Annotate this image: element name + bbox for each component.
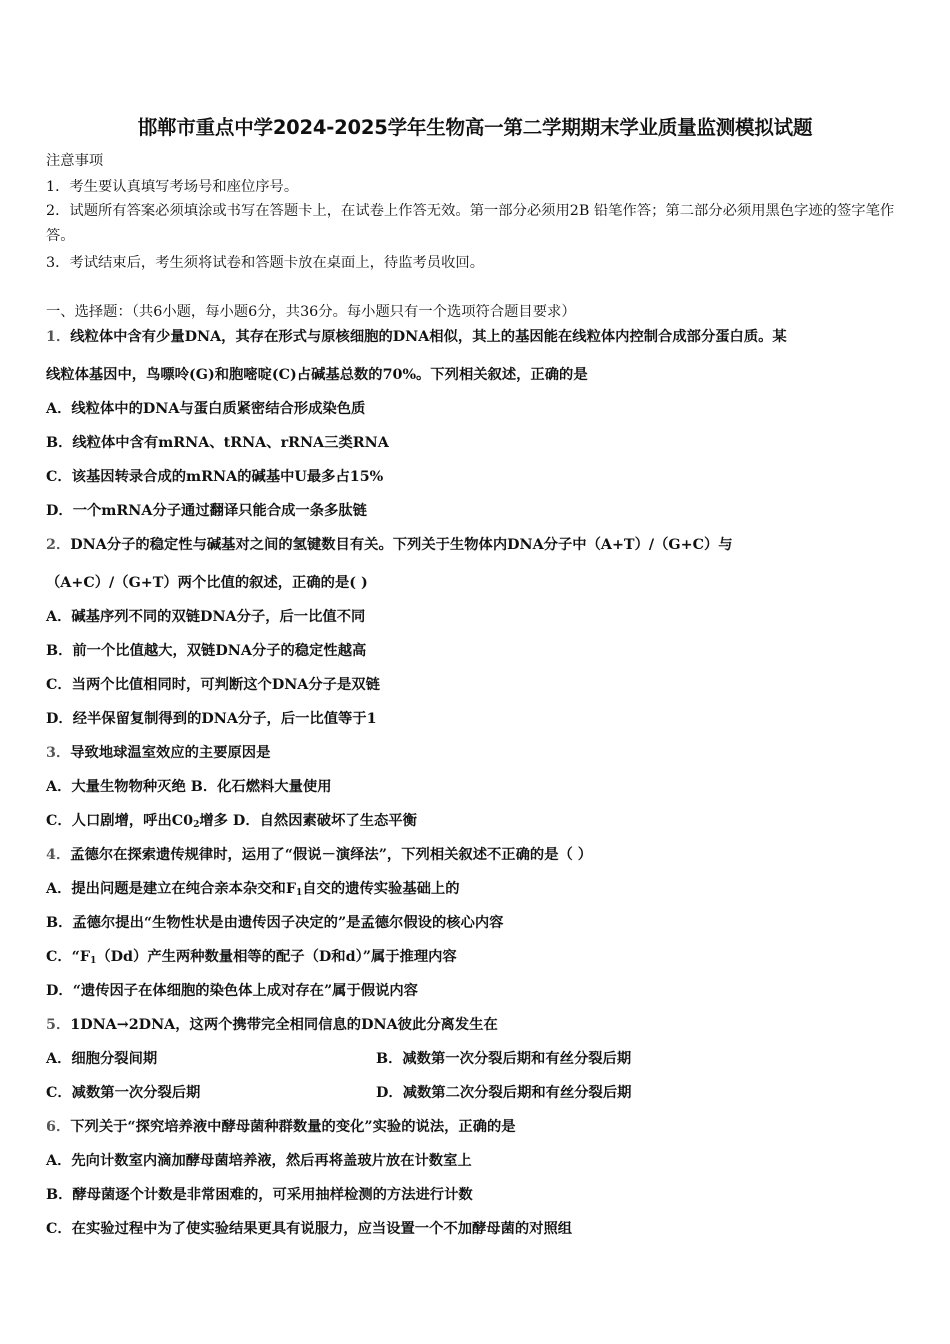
question-4-stem — [46, 845, 906, 865]
stem-text: 1DNA→2DNA，这两个携带完全相同信息的DNA彼此分离发生在 — [70, 1017, 498, 1033]
question-1-stem — [46, 327, 906, 347]
question-1-option-a[interactable]: A．线粒体中的DNA与蛋白质紧密结合形成染色质 — [46, 401, 366, 417]
question-2-option-d[interactable]: D．经半保留复制得到的DNA分子，后一比值等于1 — [46, 711, 377, 727]
question-number: 6． — [46, 1119, 71, 1135]
notice-item-1: 1．考生要认真填写考场号和座位序号。 — [46, 179, 299, 195]
question-6-option-b[interactable]: B．酵母菌逐个计数是非常困难的，可采用抽样检测的方法进行计数 — [46, 1187, 473, 1203]
question-number: 5． — [46, 1017, 71, 1033]
stem-text: 线粒体中含有少量DNA，其存在形式与原核细胞的DNA相似，其上的基因能在线粒体内控制合成部分蛋白质。某 — [70, 329, 787, 345]
question-5-option-a[interactable]: A．细胞分裂间期 — [46, 1051, 158, 1067]
stem-text: 下列关于“探究培养液中酵母菌种群数量的变化”实验的说法，正确的是 — [70, 1119, 516, 1135]
subscript: 1 — [90, 956, 97, 966]
question-4-option-d[interactable]: D．“遗传因子在体细胞的染色体上成对存在”属于假说内容 — [46, 983, 418, 999]
question-1-option-d[interactable]: D．一个mRNA分子通过翻译只能合成一条多肽链 — [46, 503, 367, 519]
question-5-stem — [46, 1015, 906, 1035]
notice-item-3: 3．考试结束后，考生须将试卷和答题卡放在桌面上，待监考员收回。 — [46, 255, 484, 271]
question-4-option-a[interactable] — [46, 879, 906, 903]
option-d-text: 增多 D．自然因素破坏了生态平衡 — [199, 813, 417, 829]
question-6-stem — [46, 1117, 906, 1137]
question-number: 4． — [46, 847, 71, 863]
question-6-option-c[interactable]: C．在实验过程中为了使实验结果更具有说服力，应当设置一个不加酵母菌的对照组 — [46, 1221, 573, 1237]
question-3-options-cd[interactable] — [46, 811, 906, 835]
question-4-option-c[interactable] — [46, 947, 906, 971]
question-5-row-2 — [46, 1083, 906, 1103]
stem-text: DNA分子的稳定性与碱基对之间的氢键数目有关。下列关于生物体内DNA分子中（A+T）/（G+C）与 — [70, 537, 733, 553]
question-5-option-c[interactable]: C．减数第一次分裂后期 — [46, 1085, 201, 1101]
notice-heading: 注意事项 — [46, 153, 104, 169]
question-5-option-b[interactable]: B．减数第一次分裂后期和有丝分裂后期 — [376, 1051, 632, 1067]
question-3-options-ab[interactable]: A．大量生物物种灭绝 B．化石燃料大量使用 — [46, 779, 332, 795]
question-number: 2． — [46, 537, 71, 553]
question-1-option-b[interactable]: B．线粒体中含有mRNA、tRNA、rRNA三类RNA — [46, 435, 389, 451]
subscript: 1 — [296, 888, 303, 898]
question-number: 3． — [46, 745, 71, 761]
question-5-row-1 — [46, 1049, 906, 1069]
stem-text: 导致地球温室效应的主要原因是 — [70, 745, 271, 761]
subscript: 2 — [193, 820, 200, 830]
option-text: （Dd）产生两种数量相等的配子（D和d）”属于推理内容 — [96, 949, 457, 965]
question-2-stem-cont: （A+C）/（G+T）两个比值的叙述，正确的是( ) — [46, 575, 368, 591]
question-2-option-b[interactable]: B．前一个比值越大，双链DNA分子的稳定性越高 — [46, 643, 367, 659]
option-c-text: C．人口剧增，呼出C0 — [46, 813, 194, 829]
question-6-option-a[interactable]: A．先向计数室内滴加酵母菌培养液，然后再将盖玻片放在计数室上 — [46, 1153, 472, 1169]
section-heading: 一、选择题：（共6小题，每小题6分，共36分。每小题只有一个选项符合题目要求） — [46, 304, 576, 320]
stem-text: 孟德尔在探索遗传规律时，运用了“假说－演绎法”，下列相关叙述不正确的是（ ） — [70, 847, 593, 863]
option-text: C．“F — [46, 949, 91, 965]
question-2-stem — [46, 535, 906, 555]
question-2-option-a[interactable]: A．碱基序列不同的双链DNA分子，后一比值不同 — [46, 609, 366, 625]
question-1-stem-cont: 线粒体基因中，鸟嘌呤(G)和胞嘧啶(C)占碱基总数的70%。下列相关叙述，正确的是 — [46, 367, 588, 383]
option-text: A．提出问题是建立在纯合亲本杂交和F — [46, 881, 296, 897]
question-2-option-c[interactable]: C．当两个比值相同时，可判断这个DNA分子是双链 — [46, 677, 380, 693]
question-3-stem — [46, 743, 906, 763]
option-text: 自交的遗传实验基础上的 — [302, 881, 460, 897]
question-4-option-b[interactable]: B．孟德尔提出“生物性状是由遗传因子决定的”是孟德尔假设的核心内容 — [46, 915, 504, 931]
page-title: 邯郸市重点中学2024-2025学年生物高一第二学期期末学业质量监测模拟试题 — [137, 116, 813, 139]
question-1-option-c[interactable]: C．该基因转录合成的mRNA的碱基中U最多占15% — [46, 469, 384, 485]
question-number: 1． — [46, 329, 71, 345]
notice-item-2: 2．试题所有答案必须填涂或书写在答题卡上，在试卷上作答无效。第一部分必须用2B 铅笔作答；第二部分必须用黑色字迹的签字笔作答。 — [46, 203, 895, 244]
question-5-option-d[interactable]: D．减数第二次分裂后期和有丝分裂后期 — [376, 1085, 632, 1101]
